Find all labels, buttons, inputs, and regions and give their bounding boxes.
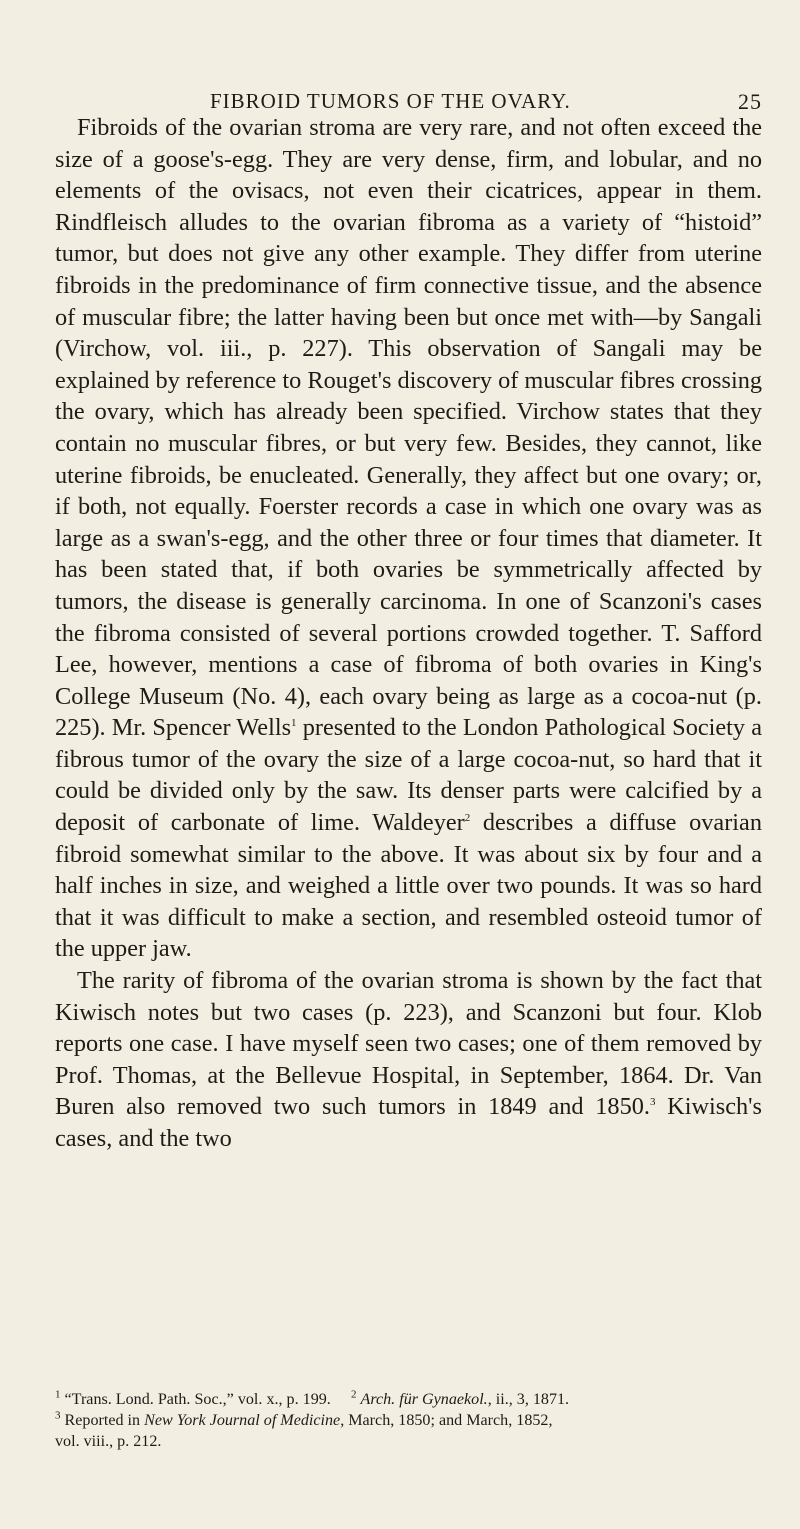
footnote-3-journal: New York Journal of Medicine <box>144 1412 341 1429</box>
footnote-1-marker: 1 <box>55 1388 61 1401</box>
footnotes <box>55 1389 762 1452</box>
footnote-3-text: , March, 1850; and March, 1852, <box>340 1412 553 1429</box>
footnote-line-2 <box>55 1410 762 1431</box>
footnote-2-marker: 2 <box>350 1388 357 1401</box>
paragraph-2 <box>55 965 762 1155</box>
paragraph-2-text-b: Kiwisch's cases, and the two <box>55 1093 762 1152</box>
body-text <box>55 112 762 1155</box>
paragraph-1-text-a: Fibroids of the ovarian stroma are very rare, and not often exceed the size of a goose's-egg. They are very dense, firm, and lobular, and no elements of the ovisacs, not even their cicatrices, appear in them. Rindfleisch alludes to the ovarian fibroma as a variety of “histoid” tumor, but does not give any other example. They differ from uterine fibroids in the predominance of firm connective tissue, and the absence of muscular fibre; the latter having been but once met with—by Sangali (Virchow, vol. iii., p. 227). This observation of Sangali may be explained by reference to Rouget's discovery of muscular fibres crossing the ovary, which has already been specified. Virchow states that they contain no muscular fibres, or but very few. Besides, they cannot, like uterine fibroids, be enucleated. Generally, they affect but one ovary; or, if both, not equally. Foerster records a case in which one ovary was as large as a swan's-egg, and the other three or four times that diameter. It has been stated that, if both ovaries be symmetrically affected by tumors, the disease is generally carcinoma. In one of Scanzoni's cases the fibroma consisted of several portions crowded together. T. Safford Lee, however, mentions a case of fibroma of both ovaries in King's College Museum (No. 4), each ovary being as large as a cocoa-nut (p. 225). Mr. Spencer Wells <box>55 114 762 742</box>
footnote-3-marker: 3 <box>55 1409 61 1422</box>
footnote-line-1 <box>55 1389 762 1410</box>
running-head <box>55 66 762 112</box>
footnote-2-text: , ii., 3, 1871. <box>487 1391 570 1408</box>
page-number: 25 <box>738 89 762 114</box>
paragraph-1-text-c: describes a diffuse ovarian fibroid somewhat similar to the above. It was about six by four and a half inches in size, and weighed a little over two pounds. It was so hard that it was difficult to make a section, and resembled osteoid tumor of the upper jaw. <box>55 809 762 963</box>
paragraph-1-text-b: presented to the London Pathological Society a fibrous tumor of the ovary the size of a large cocoa-nut, so hard that it could be divided only by the saw. Its denser parts were calcified by a deposit of carbonate of lime. Waldeyer <box>55 714 762 837</box>
footnote-line-3 <box>55 1431 762 1452</box>
footnote-ref-1: 1 <box>291 717 297 730</box>
paragraph-1 <box>55 112 762 965</box>
footnote-3-prefix: Reported in <box>64 1412 145 1429</box>
footnote-1-text: “Trans. Lond. Path. Soc.,” vol. x., p. 199. <box>64 1391 331 1408</box>
footnote-ref-2: 2 <box>464 811 471 824</box>
footnote-ref-3: 3 <box>649 1096 656 1109</box>
paragraph-2-text-a: The rarity of fibroma of the ovarian stroma is shown by the fact that Kiwisch notes but two cases (p. 223), and Scanzoni but four. Klob reports one case. I have myself seen two cases; one of them removed by Prof. Thomas, at the Bellevue Hospital, in September, 1864. Dr. Van Buren also removed two such tumors in 1849 and 1850. <box>55 967 762 1121</box>
running-title: FIBROID TUMORS OF THE OVARY. <box>210 89 571 113</box>
footnote-2-journal: Arch. für Gynaekol. <box>360 1391 488 1408</box>
footnote-3-line2: vol. viii., p. 212. <box>55 1433 162 1450</box>
